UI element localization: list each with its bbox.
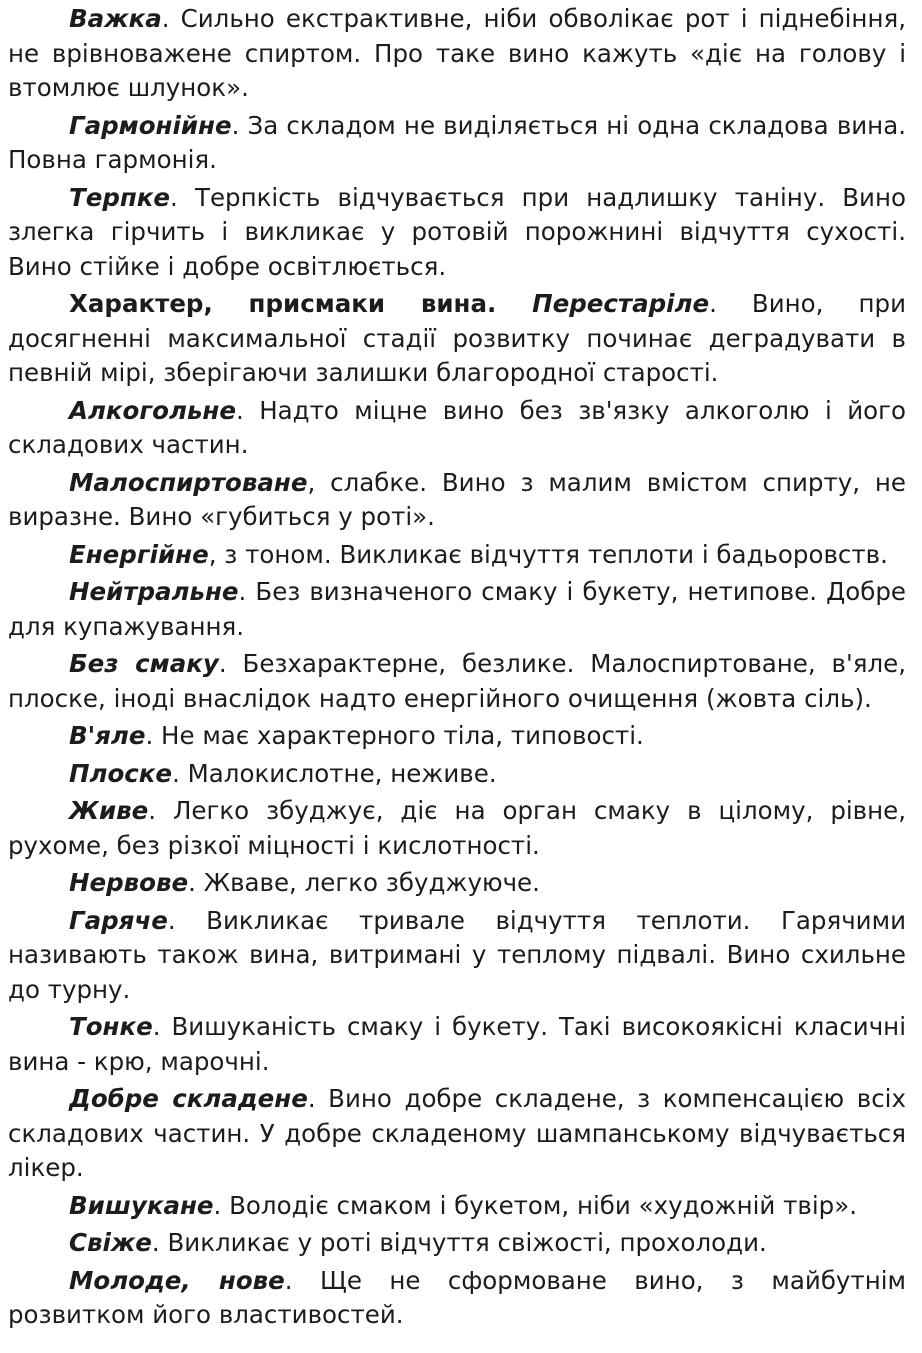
entry-definition: , з тоном. Викликає відчуття теплоти і бадьоровств.	[208, 539, 888, 569]
entry-definition: . Ще не сформоване вино, з майбутнім розвитком його властивостей.	[8, 1265, 907, 1329]
entry-bez-smaku	[8, 647, 906, 716]
entry-tonke	[8, 1010, 906, 1079]
entry-nervove	[8, 866, 906, 901]
entry-definition: . Сильно екстрактивне, ніби обволікає рот і піднебіння, не врівноважене спиртом. Про таке вино кажуть «діє на голову і втомлює шлунок».	[8, 4, 906, 102]
entry-vyshukane	[8, 1189, 906, 1224]
entry-ploske	[8, 757, 906, 792]
entry-definition: , слабке. Вино з малим вмістом спирту, не виразне. Вино «губиться у роті».	[8, 467, 906, 531]
entry-term: Нейтральне	[69, 577, 239, 606]
entry-term: Вишукане	[69, 1190, 214, 1220]
section-heading: Характер, присмаки вина.	[69, 289, 533, 318]
entry-definition: . За складом не виділяється ні одна складова вина. Повна гармонія.	[8, 110, 906, 174]
entry-term: Плоске	[69, 758, 173, 788]
entry-harmoniine	[8, 109, 906, 178]
entry-term: Молоде, нове	[69, 1265, 285, 1295]
entry-svizhe	[8, 1226, 906, 1261]
entry-definition: . Надто міцне вино без зв'язку алкоголю і його складових частин.	[8, 395, 906, 459]
entry-definition: . Вино добре складене, з компенсацією всіх складових частин. У добре складеному шампанському відчувається лікер.	[8, 1084, 906, 1182]
entry-term: Енергійне	[69, 539, 209, 569]
entry-term: Алкогольне	[69, 395, 236, 425]
entry-definition: . Жваве, легко збуджуюче.	[188, 868, 540, 897]
entry-term: Гармонійне	[69, 110, 232, 140]
entry-definition: . Без визначеного смаку і букету, нетипове. Добре для купажування.	[8, 577, 906, 641]
entry-term: Тонке	[69, 1012, 153, 1041]
entry-alkoholne	[8, 394, 906, 463]
entry-definition: . Терпкість відчувається при надлишку таніну. Вино злегка гірчить і викликає у ротовій порожнині відчуття сухості. Вино стійке і добре освітлюється.	[8, 182, 906, 281]
entry-molode-nove	[8, 1264, 906, 1333]
entry-term: Добре складене	[69, 1084, 308, 1113]
entry-definition: . Малокислотне, неживе.	[172, 758, 497, 788]
entry-perestarile	[8, 287, 906, 391]
entry-term: Малоспиртоване	[69, 467, 308, 497]
entry-definition: . Викликає тривале відчуття теплоти. Гарячими називають також вина, витримані у теплому підвалі. Вино схильне до турну.	[8, 905, 906, 1004]
entry-hariache	[8, 904, 906, 1008]
entry-term: В'яле	[69, 721, 146, 750]
entry-term: Гаряче	[69, 905, 168, 935]
page-text	[8, 2, 906, 1333]
entry-viale	[8, 719, 906, 754]
entry-term: Перестаріле	[532, 289, 710, 318]
entry-definition: . Володіє смаком і букетом, ніби «художній твір».	[213, 1190, 857, 1220]
entry-definition: . Безхарактерне, безлике. Малоспиртоване, в'яле, плоске, іноді внаслідок надто енергійного очищення (жовта сіль).	[8, 649, 906, 713]
entry-definition: . Вишуканість смаку і букету. Такі високоякісні класичні вина - крю, марочні.	[8, 1012, 906, 1076]
entry-term: Свіже	[69, 1228, 152, 1257]
entry-definition: . Викликає у роті відчуття свіжості, прохолоди.	[151, 1228, 767, 1257]
entry-dobre-skladene	[8, 1082, 906, 1186]
entry-malospyrtovane	[8, 466, 906, 535]
entry-term: Терпке	[69, 182, 171, 212]
entry-enerhiine	[8, 538, 906, 573]
entry-zhyve	[8, 794, 906, 863]
entry-term: Без смаку	[69, 649, 219, 678]
entry-definition: . Легко збуджує, діє на орган смаку в цілому, рівне, рухоме, без різкої міцності і кислотності.	[8, 796, 906, 860]
entry-term: Важка	[69, 4, 162, 33]
entry-terpke	[8, 181, 906, 285]
entry-neitralne	[8, 575, 906, 644]
entry-definition: . Не має характерного тіла, типовості.	[145, 721, 644, 750]
entry-term: Нервове	[69, 868, 189, 897]
entry-term: Живе	[69, 796, 149, 825]
entry-definition: . Вино, при досягненні максимальної стадії розвитку починає деградувати в певній мірі, зберігаючи залишки благородної старості.	[8, 289, 906, 387]
entry-vazhka	[8, 2, 906, 106]
